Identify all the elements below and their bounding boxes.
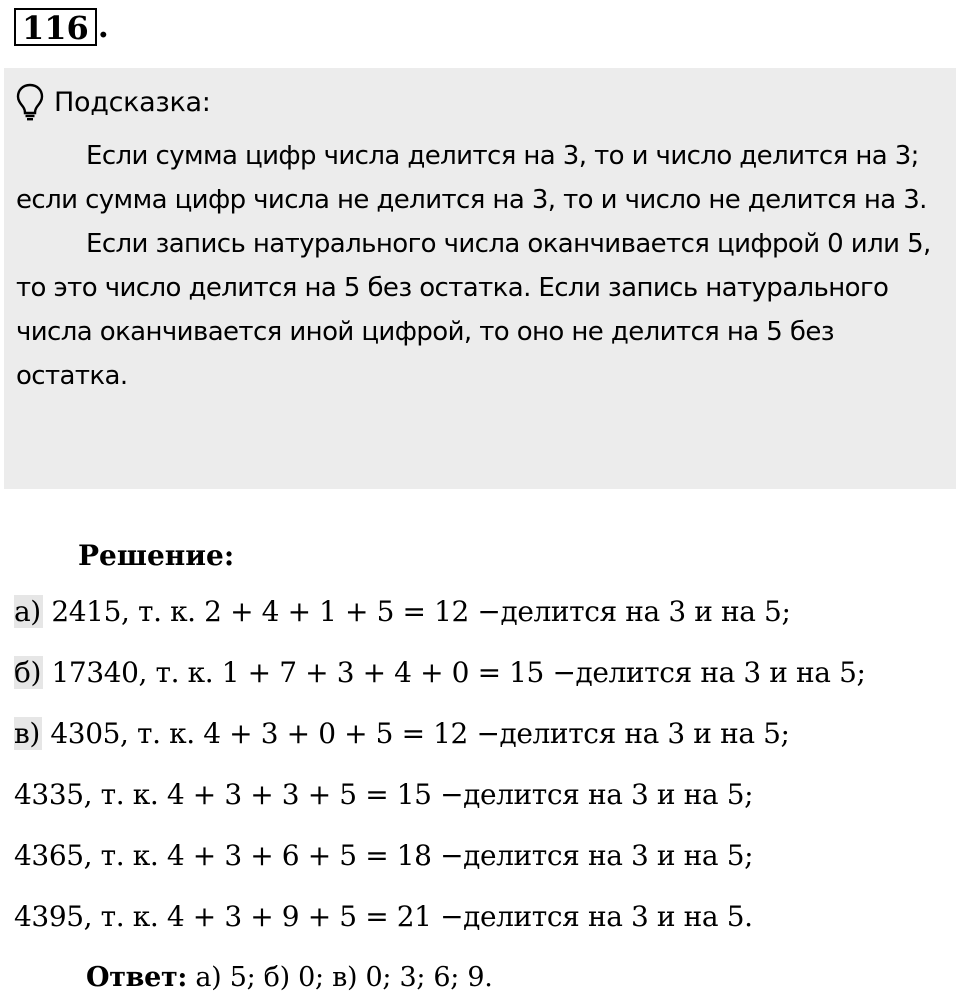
- solution-line-label: б): [14, 656, 41, 689]
- solution-line-b: [14, 655, 954, 716]
- solution-lines: [14, 594, 954, 960]
- task-number-dot: .: [97, 7, 109, 45]
- solution-line-4365: [14, 838, 954, 899]
- solution-line-text: 2415, т. к. 2 + 4 + 1 + 5 = 12 −делится на 3 и на 5;: [42, 595, 791, 628]
- hint-paragraph-1: Если сумма цифр числа делится на 3, то и число делится на 3; если сумма цифр числа не делится на 3, то и число не делится на 3.: [16, 141, 927, 215]
- hint-paragraph-2: Если запись натурального числа оканчивается цифрой 0 или 5, то это число делится на 5 без остатка. Если запись натурального числа оканчивается иной цифрой, то оно не делится на 5 без остатка.: [16, 229, 931, 391]
- solution-line-label: в): [14, 717, 40, 750]
- hint-box: [4, 68, 956, 489]
- solution-line-text: 4305, т. к. 4 + 3 + 0 + 5 = 12 −делится на 3 и на 5;: [41, 717, 790, 750]
- solution-line-text: 4395, т. к. 4 + 3 + 9 + 5 = 21 −делится на 3 и на 5.: [14, 900, 753, 933]
- task-number-box: 116: [14, 8, 97, 46]
- solution-line-a: [14, 594, 954, 655]
- solution-line-label: а): [14, 595, 41, 628]
- hint-text: [16, 134, 946, 398]
- lightbulb-icon: [16, 83, 44, 121]
- solution-line-v: [14, 716, 954, 777]
- hint-title: Подсказка:: [54, 86, 211, 118]
- solution-line-text: 17340, т. к. 1 + 7 + 3 + 4 + 0 = 15 −делится на 3 и на 5;: [42, 656, 866, 689]
- solution-line-4395: [14, 899, 954, 960]
- answer-label: Ответ:: [86, 962, 188, 993]
- solution: [14, 532, 954, 996]
- solution-line-text: 4365, т. к. 4 + 3 + 6 + 5 = 18 −делится на 3 и на 5;: [14, 839, 754, 872]
- answer: [86, 960, 954, 996]
- solution-line-text: 4335, т. к. 4 + 3 + 3 + 5 = 15 −делится на 3 и на 5;: [14, 778, 754, 811]
- answer-text: а) 5; б) 0; в) 0; 3; 6; 9.: [187, 962, 493, 993]
- solution-heading: Решение:: [78, 539, 235, 572]
- solution-line-4335: [14, 777, 954, 838]
- hint-header: [16, 82, 946, 122]
- task-number: [14, 6, 109, 46]
